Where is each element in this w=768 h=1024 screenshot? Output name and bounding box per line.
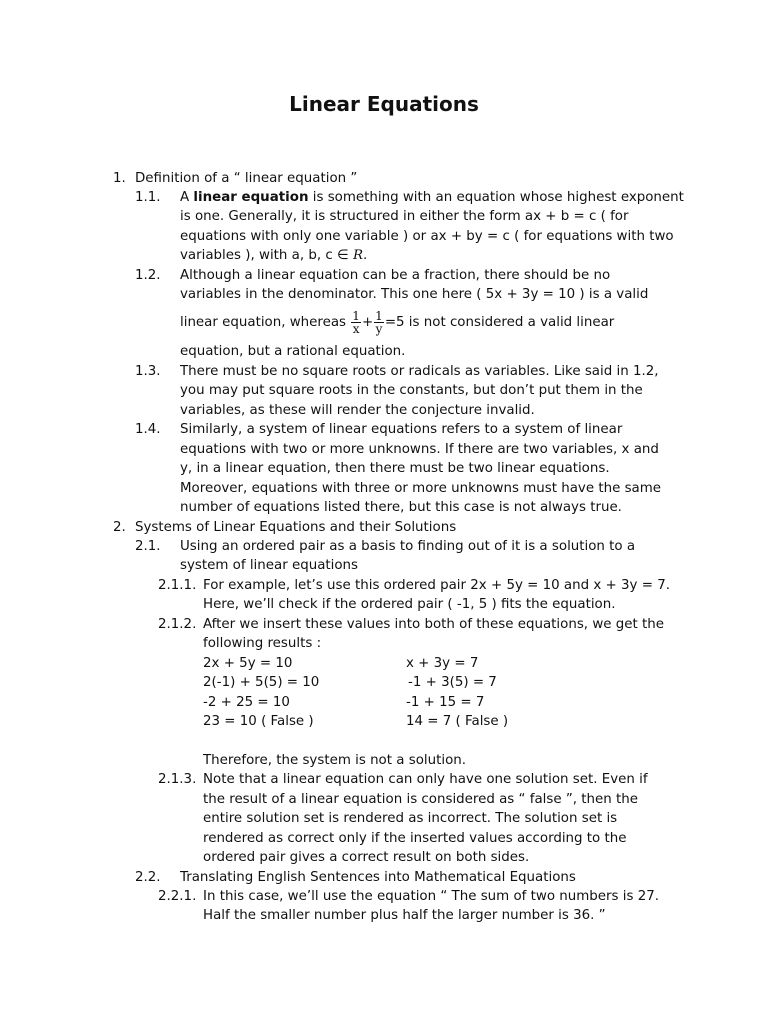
- item-1-2-line-3: linear equation, whereas $\frac{1}{x}$ + $\frac{1}{y}$ =5 is not considered a valid linear: [180, 308, 615, 336]
- item-2-1-1-line-1: For example, let’s use this ordered pair 2x + 5y = 10 and x + 3y = 7.: [203, 578, 670, 593]
- item-1-2-line-2: variables in the denominator. This one here ( 5x + 3y = 10 ) is a valid: [180, 287, 649, 302]
- item-1-3-line-3: variables, as these will render the conjecture invalid.: [180, 403, 535, 418]
- section-2-number: 2.: [113, 520, 126, 535]
- work-right-line-1: x + 3y = 7: [406, 656, 479, 671]
- item-2-1-1-number: 2.1.1.: [158, 578, 197, 593]
- item-1-4-line-4: Moreover, equations with three or more unknowns must have the same: [180, 481, 662, 496]
- item-1-4-line-1: Similarly, a system of linear equations refers to a system of linear: [180, 422, 623, 437]
- item-2-2-line-1: Translating English Sentences into Mathematical Equations: [180, 870, 576, 885]
- item-1-1-line-2: is one. Generally, it is structured in either the form ax + b = c ( for: [180, 209, 629, 224]
- item-2-1-3-line-3: entire solution set is rendered as incorrect. The solution set is: [203, 811, 618, 826]
- section-1-number: 1.: [113, 171, 126, 186]
- item-2-1-line-1: Using an ordered pair as a basis to finding out of it is a solution to a: [180, 539, 636, 554]
- item-1-3-line-2: you may put square roots in the constants, but don’t put them in the: [180, 383, 643, 398]
- term-linear-equation: linear equation: [193, 190, 309, 205]
- fraction-one-over-y: $\frac{1}{y}$: [375, 308, 383, 336]
- item-1-4-line-2: equations with two or more unknowns. If there are two variables, x and: [180, 442, 659, 457]
- item-1-2-line-1: Although a linear equation can be a fraction, there should be no: [180, 268, 611, 283]
- work-left-line-2: 2(-1) + 5(5) = 10: [203, 675, 320, 690]
- work-left-line-4: 23 = 10 ( False ): [203, 714, 314, 729]
- item-2-1-line-2: system of linear equations: [180, 558, 359, 573]
- item-2-1-2-number: 2.1.2.: [158, 617, 197, 632]
- work-left-line-3: -2 + 25 = 10: [203, 695, 290, 710]
- item-2-2-number: 2.2.: [135, 870, 161, 885]
- item-1-3-line-1: There must be no square roots or radicals as variables. Like said in 1.2,: [180, 364, 659, 379]
- item-2-2-1-line-2: Half the smaller number plus half the larger number is 36. ”: [203, 908, 606, 923]
- work-left-line-1: 2x + 5y = 10: [203, 656, 293, 671]
- item-2-1-3-line-2: the result of a linear equation is considered as “ false ”, then the: [203, 792, 638, 807]
- item-2-1-3-number: 2.1.3.: [158, 772, 197, 787]
- fraction-one-over-x: $\frac{1}{x}$: [352, 308, 360, 336]
- section-2-heading: Systems of Linear Equations and their Solutions: [135, 520, 457, 535]
- item-2-1-3-line-1: Note that a linear equation can only have one solution set. Even if: [203, 772, 648, 787]
- item-1-1-line-3: equations with only one variable ) or ax + by = c ( for equations with two: [180, 229, 674, 244]
- item-2-2-1-line-1: In this case, we’ll use the equation “ The sum of two numbers is 27.: [203, 889, 660, 904]
- work-right-line-3: -1 + 15 = 7: [406, 695, 485, 710]
- item-2-1-3-line-5: ordered pair gives a correct result on both sides.: [203, 850, 530, 865]
- item-1-4-number: 1.4.: [135, 422, 161, 437]
- item-1-1-line-1: A linear equation is something with an equation whose highest exponent: [180, 190, 684, 205]
- item-1-3-number: 1.3.: [135, 364, 161, 379]
- item-1-1-number: 1.1.: [135, 190, 161, 205]
- work-right-line-2: -1 + 3(5) = 7: [408, 675, 497, 690]
- work-conclusion: Therefore, the system is not a solution.: [203, 753, 467, 768]
- item-1-2-number: 1.2.: [135, 268, 161, 283]
- section-1-heading: Definition of a “ linear equation ”: [135, 171, 358, 186]
- work-right-line-4: 14 = 7 ( False ): [406, 714, 509, 729]
- item-2-1-3-line-4: rendered as correct only if the inserted values according to the: [203, 831, 627, 846]
- item-2-1-2-line-2: following results :: [203, 636, 322, 651]
- item-2-1-2-line-1: After we insert these values into both of these equations, we get the: [203, 617, 664, 632]
- page-title: Linear Equations: [289, 92, 479, 116]
- item-2-2-1-number: 2.2.1.: [158, 889, 197, 904]
- item-1-2-line-4: equation, but a rational equation.: [180, 344, 406, 359]
- item-2-1-number: 2.1.: [135, 539, 161, 554]
- item-1-4-line-3: y, in a linear equation, then there must be two linear equations.: [180, 461, 610, 476]
- item-1-1-line-4: variables ), with a, b, c ∈ R.: [180, 248, 368, 263]
- item-1-4-line-5: number of equations listed there, but this case is not always true.: [180, 500, 622, 515]
- item-2-1-1-line-2: Here, we’ll check if the ordered pair ( -1, 5 ) fits the equation.: [203, 597, 616, 612]
